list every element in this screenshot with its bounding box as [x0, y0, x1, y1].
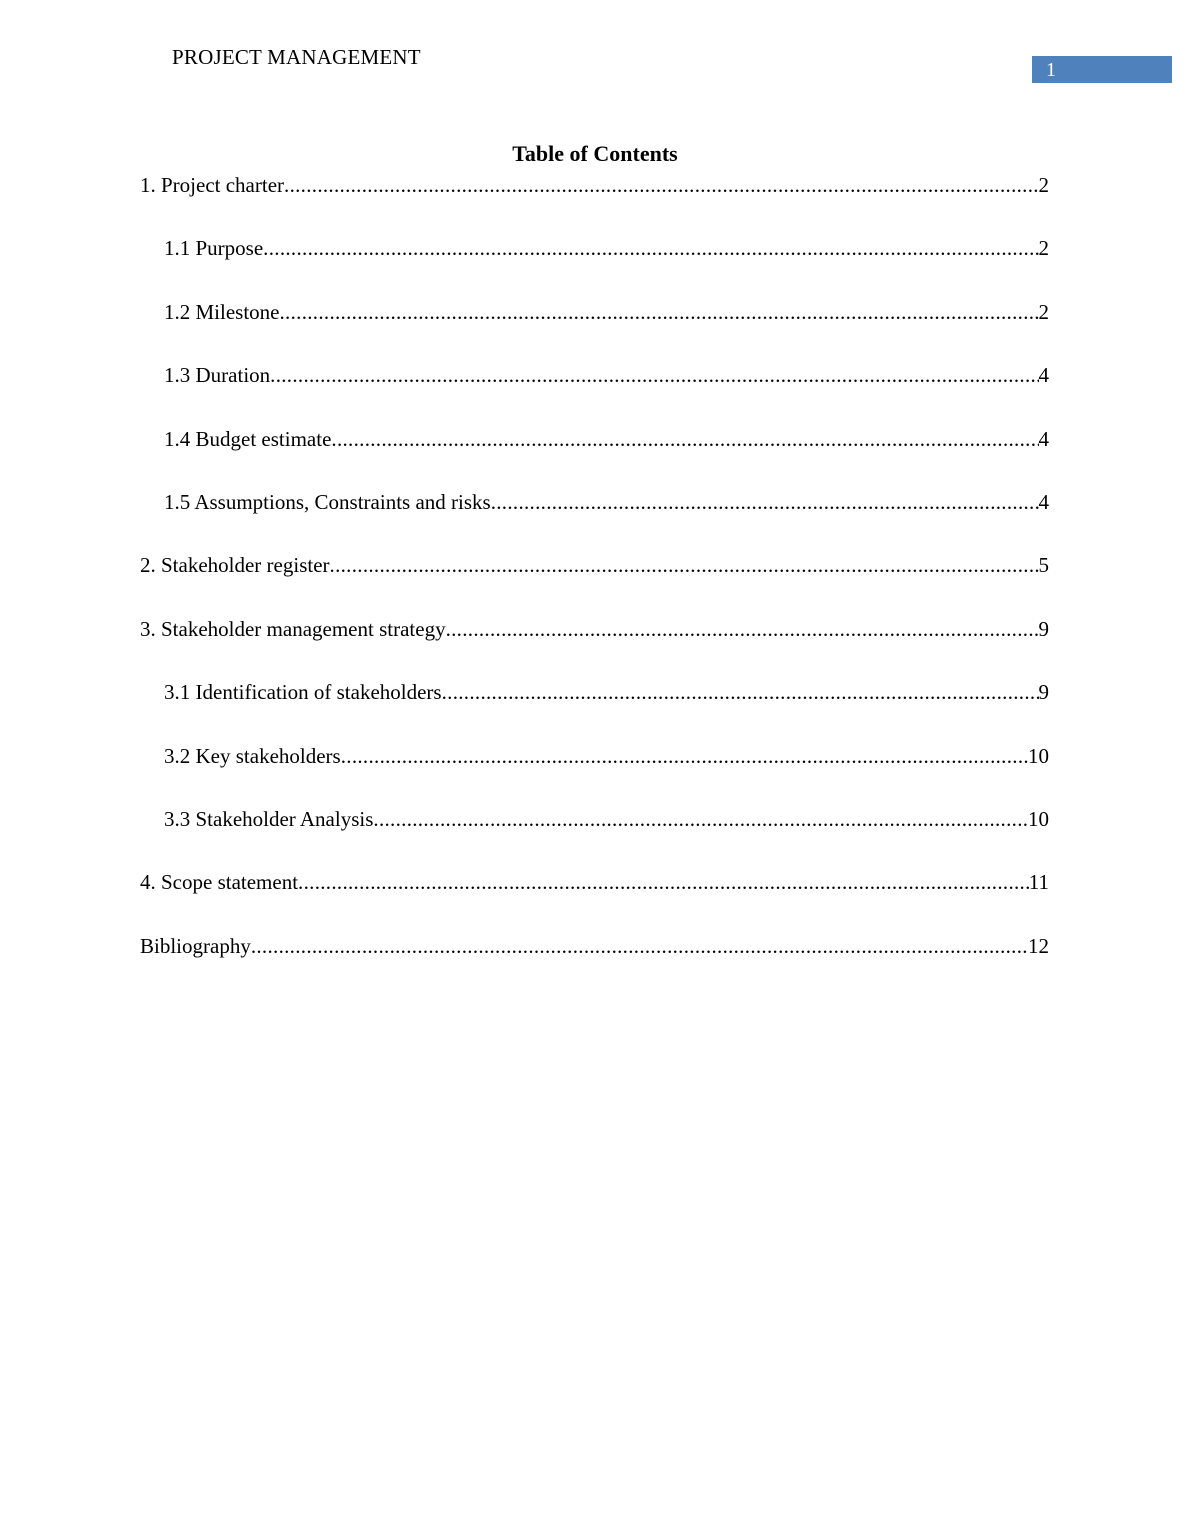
toc-entry-identification[interactable] [140, 678, 1049, 706]
toc-entry-label: 3.2 Key stakeholders [164, 743, 341, 768]
toc-entry-label: 1.1 Purpose [164, 236, 264, 261]
toc-dot-leader [284, 171, 1038, 199]
toc-entry-project-charter[interactable] [140, 171, 1049, 199]
toc-entry-page: 2 [1038, 236, 1049, 261]
toc-entry-label: 1.2 Milestone [164, 299, 280, 324]
toc-entry-label: 1. Project charter [140, 173, 285, 197]
toc-entry-stakeholder-register[interactable] [140, 551, 1049, 579]
toc-list [140, 171, 1049, 995]
toc-entry-page: 10 [1028, 743, 1049, 768]
toc-dot-leader [330, 551, 1039, 579]
toc-entry-label: 2. Stakeholder register [140, 553, 330, 578]
toc-entry-duration[interactable] [140, 361, 1049, 389]
toc-dot-leader [270, 361, 1038, 389]
toc-entry-page: 5 [1038, 553, 1049, 578]
toc-entry-purpose[interactable] [140, 234, 1049, 262]
toc-entry-page: 2 [1038, 173, 1049, 197]
toc-entry-label: Bibliography [140, 933, 251, 958]
toc-entry-label: 1.4 Budget estimate [164, 426, 332, 451]
toc-entry-page: 11 [1028, 870, 1049, 895]
toc-entry-milestone[interactable] [140, 298, 1049, 326]
toc-dot-leader [373, 805, 1028, 833]
toc-title: Table of Contents [512, 141, 678, 166]
toc-entry-page: 4 [1038, 363, 1049, 388]
toc-entry-budget-estimate[interactable] [140, 425, 1049, 453]
toc-entry-scope-statement[interactable] [140, 868, 1049, 896]
running-header-title: PROJECT MANAGEMENT [172, 45, 421, 69]
toc-dot-leader [251, 932, 1028, 960]
toc-dot-leader [446, 615, 1039, 643]
toc-dot-leader [298, 868, 1029, 896]
toc-entry-page: 10 [1028, 806, 1049, 831]
toc-entry-label: 3. Stakeholder management strategy [140, 616, 446, 641]
toc-entry-page: 4 [1038, 489, 1049, 514]
toc-entry-label: 4. Scope statement [140, 870, 299, 895]
toc-entry-stakeholder-strategy[interactable] [140, 615, 1049, 643]
toc-dot-leader [341, 742, 1028, 770]
toc-dot-leader [263, 234, 1038, 262]
toc-entry-label: 3.3 Stakeholder Analysis [164, 806, 374, 831]
page-number-badge: 1 [1032, 56, 1172, 83]
toc-dot-leader [280, 298, 1039, 326]
toc-dot-leader [491, 488, 1039, 516]
toc-dot-leader [442, 678, 1039, 706]
toc-entry-label: 3.1 Identification of stakeholders [164, 680, 442, 705]
toc-entry-assumptions[interactable] [140, 488, 1049, 516]
toc-dot-leader [331, 425, 1038, 453]
toc-entry-page: 9 [1038, 680, 1049, 705]
toc-entry-stakeholder-analysis[interactable] [140, 805, 1049, 833]
toc-entry-page: 12 [1028, 933, 1049, 958]
toc-entry-label: 1.5 Assumptions, Constraints and risks [164, 489, 491, 514]
toc-entry-bibliography[interactable] [140, 932, 1049, 960]
toc-entry-label: 1.3 Duration [164, 363, 271, 388]
toc-entry-page: 2 [1038, 299, 1049, 324]
toc-entry-key-stakeholders[interactable] [140, 742, 1049, 770]
toc-entry-page: 9 [1038, 616, 1049, 641]
toc-entry-page: 4 [1038, 426, 1049, 451]
